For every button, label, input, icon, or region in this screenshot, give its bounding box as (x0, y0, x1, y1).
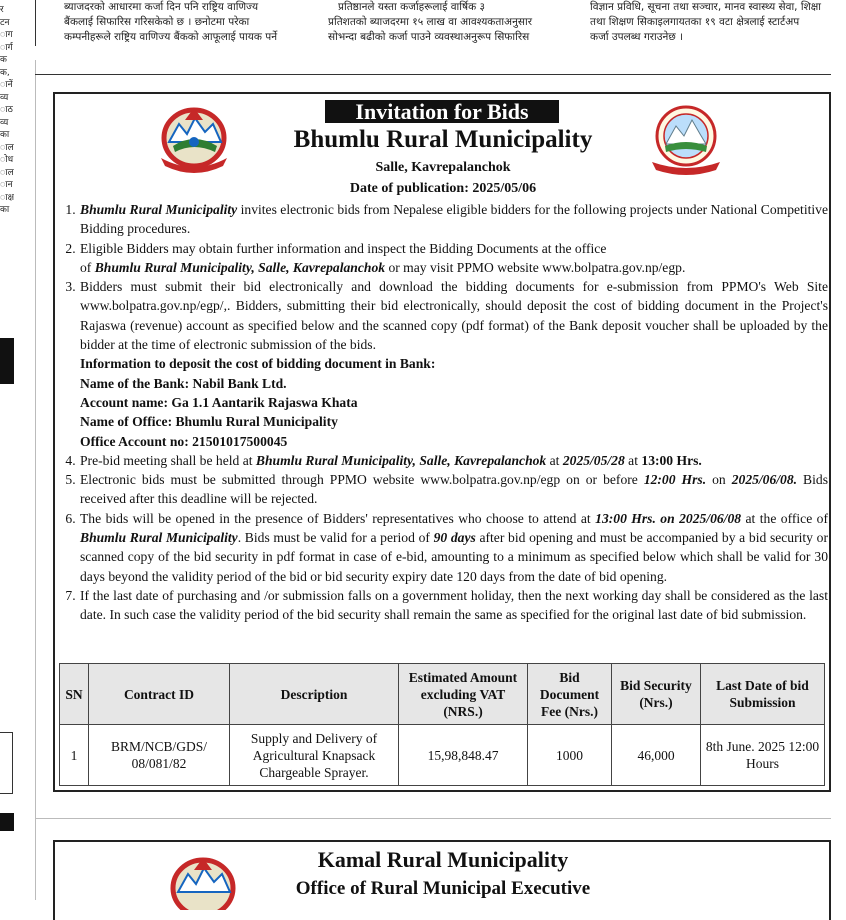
bid-terms-list (58, 200, 828, 625)
fragment: टन (0, 17, 10, 28)
news-line: ब्याजदरको आधारमा कर्जा दिन पनि राष्ट्रिय वाणिज्य (64, 1, 259, 13)
section-divider (35, 74, 831, 75)
fragment: का (0, 130, 10, 140)
col-header-last-date: Last Date of bid Submission (701, 664, 825, 725)
news-column-1 (64, 0, 277, 45)
municipality-title: Bhumlu Rural Municipality (293, 126, 593, 153)
col-header-bid-security: Bid Security (Nrs.) (612, 664, 701, 725)
col-header-sn: SN (60, 664, 89, 725)
bid-term-item: 4. Pre-bid meeting shall be held at Bhumlu Rural Municipality, Salle, Kavrepalanchok at 2025/05/28 at 13:00 Hrs. (79, 451, 828, 470)
news-line: प्रतिशतको ब्याजदरमा १५ लाख वा आवश्यकताअनुसार (328, 16, 533, 28)
fragment: ाल (0, 142, 14, 153)
location-subtitle: Salle, Kavrepalanchok (375, 160, 511, 175)
cell-bid-security: 46,000 (612, 725, 701, 786)
left-cropped-column (0, 4, 14, 217)
second-municipality-title: Kamal Rural Municipality (317, 847, 569, 872)
publication-date: Date of publication: 2025/05/06 (349, 181, 537, 196)
news-line: कम्पनीहरूले राष्ट्रिय वाणिज्य बैंकको आफूलाई पायक पर्ने (64, 31, 278, 43)
bid-term-item: 7. If the last date of purchasing and /or submission falls on a government holiday, then the next working day shall be considered as the last date. In such case the validity period of the bid security shall remain the same as specified for the original last date of bid submission. (79, 586, 828, 625)
news-column-2 (328, 0, 532, 45)
fragment: ोध (0, 155, 14, 165)
bid-terms (58, 200, 828, 625)
col-header-estimated-amount: Estimated Amount excluding VAT (NRS.) (399, 664, 528, 725)
bid-term-item: 2. Eligible Bidders may obtain further information and inspect the Bidding Documents at the office of Bhumlu Rural Municipality, Salle, Kavrepalanchok or may visit PPMO website www.bolpatra.gov.np/egp. (79, 239, 828, 278)
fragment: ाक्ष (0, 192, 14, 203)
fragment: व्य (0, 117, 9, 128)
bid-table (59, 663, 825, 786)
nepal-emblem-icon (160, 852, 246, 910)
news-line: सोभन्दा बढीको कर्जा पाउने व्यवस्थाअनुरूप सिफारिस (328, 31, 530, 43)
fragment: का (0, 205, 10, 215)
left-black-tab (0, 813, 14, 831)
fragment: ान (0, 180, 13, 190)
table-row (60, 725, 825, 786)
col-header-description: Description (230, 664, 399, 725)
bid-term-item: 5. Electronic bids must be submitted through PPMO website www.bolpatra.gov.np/egp on or before 12:00 Hrs. on 2025/06/08. Bids received after this deadline will be rejected. (79, 470, 828, 509)
invitation-banner: Invitation for Bids (325, 100, 559, 123)
col-header-contract-id: Contract ID (89, 664, 230, 725)
cell-document-fee: 1000 (528, 725, 612, 786)
fragment: व्य (0, 92, 9, 103)
news-line: विज्ञान प्रविधि, सूचना तथा सञ्चार, मानव स्वास्थ्य सेवा, शिक्षा (590, 1, 821, 13)
fragment: ाल (0, 167, 14, 178)
news-line: प्रतिष्ठानले यस्ता कर्जाहरूलाई वार्षिक ३ (338, 1, 485, 13)
news-column-3 (590, 0, 821, 45)
fragment: र (0, 5, 4, 15)
bid-term-item: 3. Bidders must submit their bid electronically and download the bidding documents for e-submission from PPMO's Web Site www.bolpatra.gov.np/egp/,. Bidders, submitting their bid electronically, should deposit the cost of bidding document in the Project's Rajaswa (revenue) account as specified below and the scanned copy (pdf format) of the Bank deposit voucher shall be uploaded by the bidder at the time of electronic submission of the bids. Information to deposit the cost of bidding document in Bank: Name of the Bank: Nabil Bank Ltd. Account name: Ga 1.1 Aantarik Rajaswa Khata Name of Office: Bhumlu Rural Municipality Office Account no: 21501017500045 (79, 277, 828, 451)
fragment: क (0, 55, 7, 65)
col-header-document-fee: Bid Document Fee (Nrs.) (528, 664, 612, 725)
news-line: कर्जा उपलब्ध गराउनेछ । (590, 31, 684, 43)
news-line: तथा शिक्षण सिकाइलगायतका १९ वटा क्षेत्रलाई स्टार्टअप (590, 16, 800, 28)
fragment: ाग (0, 30, 13, 40)
fragment: ानें (0, 80, 13, 90)
fragment: क, (0, 67, 10, 78)
cell-estimated-amount: 15,98,848.47 (399, 725, 528, 786)
cell-sn: 1 (60, 725, 89, 786)
table-header-row (60, 664, 825, 725)
cell-description: Supply and Delivery of Agricultural Knapsack Chargeable Sprayer. (230, 725, 399, 786)
municipality-seal-icon (648, 104, 724, 176)
bid-term-item: 6. The bids will be opened in the presence of Bidders' representatives who choose to attend at 13:00 Hrs. on 2025/06/08 at the office of Bhumlu Rural Municipality. Bids must be valid for a period of 90 days after bid opening and must be accompanied by a bid security or scanned copy of the bid security in pdf format in case of e-bid, amounting to a minimum as specified below which shall be valid for 30 days beyond the validity period of the bid or bid security expiry date 120 days from the date of bid opening. (79, 509, 828, 586)
nepal-emblem-icon (151, 102, 237, 174)
fragment: ाठ (0, 105, 13, 115)
fragment: ार्ग (0, 42, 13, 53)
column-divider (35, 0, 36, 46)
column-divider (35, 60, 36, 900)
second-office-title: Office of Rural Municipal Executive (295, 878, 591, 899)
left-black-tab (0, 338, 14, 384)
cell-contract-id: BRM/NCB/GDS/ 08/081/82 (89, 725, 230, 786)
news-line: बैंकलाई सिफारिस गरिसकेको छ । छनोटमा परेका (64, 16, 250, 28)
bid-term-item: 1. Bhumlu Rural Municipality invites electronic bids from Nepalese eligible bidders for the following projects under National Competitive Bidding procedures. (79, 200, 828, 239)
left-box (0, 732, 13, 794)
cell-last-date: 8th June. 2025 12:00 Hours (701, 725, 825, 786)
section-divider (35, 818, 831, 819)
